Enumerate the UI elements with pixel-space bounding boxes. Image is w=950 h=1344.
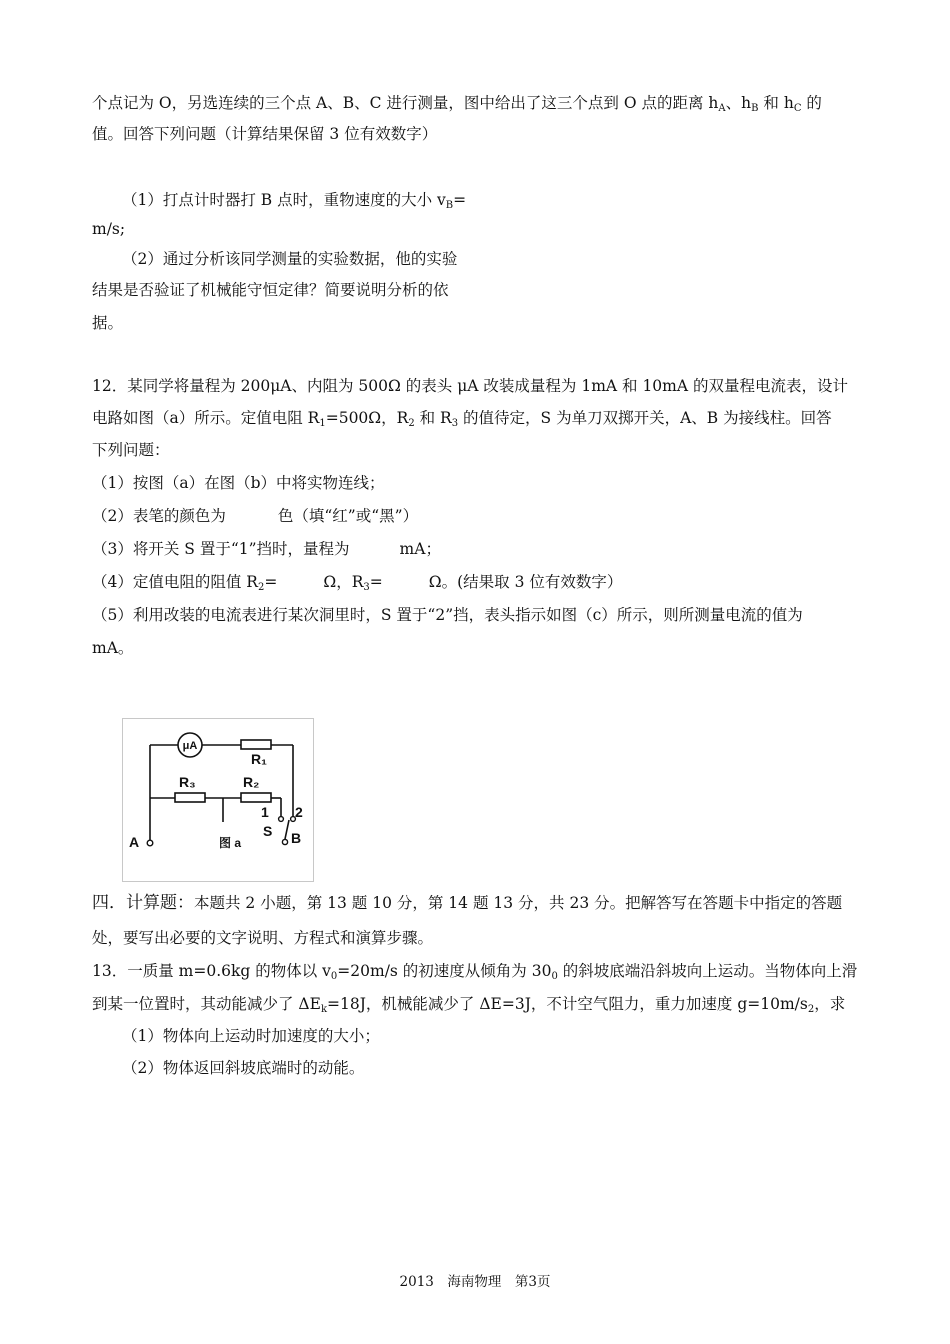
- q11-part1: （1）打点计时器打 B 点时，重物速度的大小 $v_B=$: [122, 191, 467, 211]
- resistor-r2: [241, 793, 271, 802]
- q12-sub2: （2）表笔的颜色为 色（填“红”或“黑”）: [92, 507, 419, 525]
- r1-label: R₁: [251, 751, 267, 767]
- q12-sub5: （5）利用改装的电流表进行某次洞里时，S 置于“2”挡，表头指示如图（c）所示，则所测量电流的值为: [92, 606, 803, 624]
- q12-sub3: （3）将开关 S 置于“1”挡时，量程为 mA；: [92, 540, 441, 558]
- q11-line2: 值。回答下列问题（计算结果保留 3 位有效数字）: [92, 125, 438, 143]
- figure-caption: 图 a: [219, 836, 242, 850]
- q13-line1: 13．一质量 m=0.6kg 的物体以 $v_0=20m/s$ 的初速度从倾角为 $30_0$ 的斜坡底端沿斜坡向上运动。当物体向上滑: [92, 962, 858, 982]
- q11-line1: 个点记为 O，另选连续的三个点 A、B、C 进行测量，图中给出了这三个点到 O 点的距离 $h_A$、$h_B$ 和 $h_C$ 的: [92, 94, 822, 114]
- terminal-1-label: 1: [261, 804, 269, 820]
- circuit-figure-a: [122, 718, 314, 882]
- terminal-a-dot: [147, 840, 153, 846]
- q11-part2-line3: 据。: [92, 314, 124, 332]
- resistor-r1: [241, 740, 271, 749]
- terminal-1-dot: [279, 817, 284, 822]
- terminal-a-label: A: [129, 834, 140, 850]
- q12-sub5-unit: mA。: [92, 639, 134, 657]
- ammeter-label: μA: [182, 740, 198, 752]
- q12-line1: 12．某同学将量程为 200μA、内阻为 500Ω 的表头 μA 改装成量程为 1mA 和 10mA 的双量程电流表，设计: [92, 377, 848, 395]
- r3-label: R₃: [179, 774, 196, 790]
- switch-blade: [285, 820, 289, 839]
- q11-part2-line1: （2）通过分析该同学测量的实验数据，他的实验: [122, 250, 458, 268]
- switch-pivot-dot: [282, 839, 287, 844]
- section4-line1: 四．计算题：本题共 2 小题，第 13 题 10 分，第 14 题 13 分，共 23 分。把解答写在答题卡中指定的答题: [92, 893, 843, 913]
- q12-line2: 电路如图（a）所示。定值电阻 $R_1=500\Omega$，$R_2$ 和 $R_3$ 的值待定，S 为单刀双掷开关，A、B 为接线柱。回答: [92, 409, 832, 429]
- resistor-r3: [175, 793, 205, 802]
- terminal-2-label: 2: [295, 804, 303, 820]
- q13-part1: （1）物体向上运动时加速度的大小；: [122, 1027, 380, 1045]
- q13-line2: 到某一位置时，其动能减少了 $\Delta E_k=18J$，机械能减少了 ΔE=3J，不计空气阻力，重力加速度 $g=10m/s_2$，求: [92, 995, 846, 1015]
- switch-label: S: [263, 823, 273, 839]
- q12-line3: 下列问题：: [92, 441, 170, 459]
- q11-part2-line2: 结果是否验证了机械能守恒定律？简要说明分析的依: [92, 281, 449, 299]
- q11-part1-unit: m/s;: [92, 220, 126, 238]
- q12-sub4: （4）定值电阻的阻值 $R_2= \Omega$，$R_3= \Omega$。(结果取 3 位有效数字）: [92, 573, 623, 593]
- page-footer: 2013 海南物理 第3页: [399, 1274, 551, 1290]
- circuit-diagram: [123, 719, 313, 881]
- section4-heading: 四．计算题：: [92, 893, 194, 913]
- section4-line2: 处，要写出必要的文字说明、方程式和演算步骤。: [92, 929, 434, 947]
- q13-part2: （2）物体返回斜坡底端时的动能。: [122, 1059, 365, 1077]
- r2-label: R₂: [243, 774, 260, 790]
- q12-sub1: （1）按图（a）在图（b）中将实物连线；: [92, 474, 385, 492]
- terminal-b-label: B: [291, 830, 302, 846]
